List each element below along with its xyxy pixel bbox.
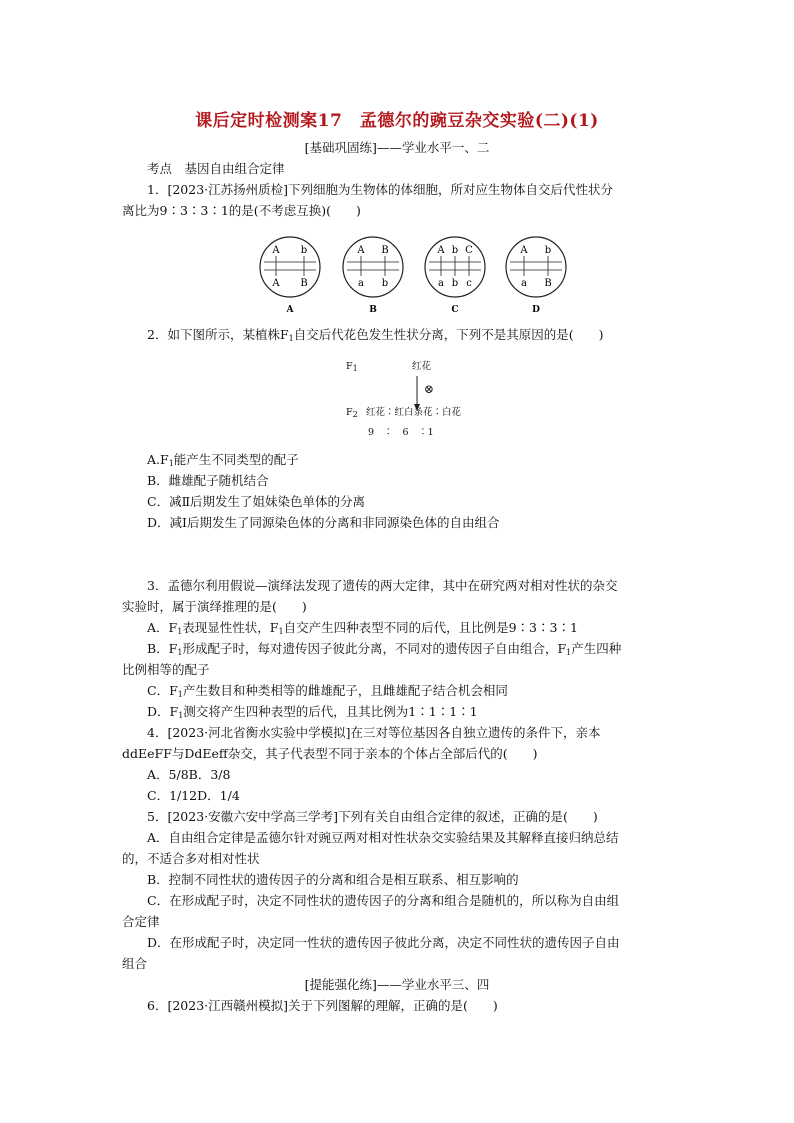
cell-a-label: A (286, 305, 294, 315)
q5-option-c-line2: 合定律 (122, 914, 160, 929)
q2-option-a-rest: 能产生不同类型的配子 (173, 452, 299, 467)
q3-option-d (147, 703, 478, 725)
q4-line2: ddEeFF与DdEeff杂交，其子代表型不同于亲本的个体占全部后代的( ) (122, 746, 538, 761)
cross-f2-label (346, 404, 358, 424)
q1-cell-figures (250, 232, 590, 316)
q3-option-b-rest: 产生四种 (571, 641, 622, 656)
q2-option-c: C．减Ⅱ后期发生了姐妹染色单体的分离 (147, 494, 366, 509)
cell-c-top-1: A (437, 245, 445, 256)
cell-d-top-1: A (520, 245, 528, 256)
q5-option-a-line1: A．自由组合定律是孟德尔针对豌豆两对相对性状杂交实验结果及其解释直接归纳总结 (147, 830, 619, 845)
q2-option-d: D．减Ⅰ后期发生了同源染色体的分离和非同源染色体的自由组合 (147, 515, 500, 530)
q3-option-b-mid: 形成配子时，每对遗传因子彼此分离，不同对的遗传因子自由组合，F (182, 641, 567, 656)
topic-label: 考点 基因自由组合定律 (147, 161, 285, 176)
cell-b-label: B (369, 305, 377, 315)
cell-c-label: C (451, 305, 459, 315)
q3-line1: 3．孟德尔利用假说—演绎法发现了遗传的两大定律，其中在研究两对相对性状的杂交 (147, 578, 618, 593)
q1-line1: 1．[2023·江苏扬州质检]下列细胞为生物体的体细胞，所对应生物体自交后代性状分 (147, 182, 613, 197)
q1-line2: 离比为9∶3∶3∶1的是(不考虑互换)( ) (122, 203, 361, 218)
cell-a-top-2: b (300, 245, 308, 256)
q3-option-b (147, 640, 621, 662)
q5-option-a-line2: 的，不适合多对相对性状 (122, 851, 260, 866)
q3-option-a-sub2: 1 (278, 627, 284, 636)
q3-option-c-rest: 产生数目和种类相等的雌雄配子，且雌雄配子结合机会相同 (182, 683, 508, 698)
cell-d (506, 237, 566, 315)
page-title: 课后定时检测案17 孟德尔的豌豆杂交实验(二)(1) (195, 111, 599, 131)
cell-c (425, 237, 485, 315)
cell-b-bottom-1: a (358, 278, 364, 289)
cell-a-top-1: A (272, 245, 280, 256)
q2-stem (147, 326, 604, 348)
q2-option-b: B．雌雄配子随机结合 (147, 473, 269, 488)
cell-c-bottom-2: b (451, 278, 459, 289)
cell-b (343, 237, 403, 315)
q3-option-c (147, 682, 508, 704)
self-cross-symbol: ⊗ (424, 382, 435, 396)
cross-f2-sub: 2 (352, 410, 358, 419)
q3-option-a-sub1: 1 (177, 627, 183, 636)
q3-option-a-rest: 自交产生四种表型不同的后代，且比例是9∶3∶3∶1 (283, 620, 578, 635)
q2-cross-diagram (340, 356, 490, 442)
cell-b-bottom-2: b (381, 278, 389, 289)
q2-stem-sub: 1 (288, 334, 294, 343)
section-heading-advanced: [提能强化练]——学业水平三、四 (304, 977, 490, 992)
q4-options-cd: C．1/12D．1/4 (147, 788, 240, 803)
q5-option-d-line2: 组合 (122, 956, 148, 971)
q2-stem-rest: 自交后代花色发生性状分离，下列不是其原因的是( ) (293, 327, 604, 342)
cell-b-top-1: A (357, 245, 365, 256)
cell-c-bottom-1: a (438, 278, 444, 289)
cell-d-top-2: b (544, 245, 552, 256)
cross-f2-text: F (346, 407, 353, 418)
q3-option-b-line2: 比例相等的配子 (122, 662, 210, 677)
q3-option-d-sub: 1 (178, 711, 184, 720)
cell-c-bottom-3: c (466, 278, 472, 289)
q3-option-d-rest: 测交将产生四种表型的后代，且其比例为1∶1∶1∶1 (183, 704, 478, 719)
cross-f1-label (346, 358, 358, 378)
q5-line1: 5．[2023·安徽六安中学高三学考]下列有关自由组合定律的叙述，正确的是( ) (147, 809, 598, 824)
q3-option-a (147, 619, 578, 641)
cross-offspring: 红花∶红白条花∶白花 (366, 407, 462, 418)
q6-line1: 6．[2023·江西赣州模拟]关于下列图解的理解，正确的是( ) (147, 998, 498, 1013)
cell-c-top-2: b (451, 245, 459, 256)
q5-option-d-line1: D．在形成配子时，决定同一性状的遗传因子彼此分离，决定不同性状的遗传因子自由 (147, 935, 620, 950)
q3-option-a-pre: A．F (147, 620, 178, 635)
cell-c-top-3: C (465, 245, 473, 256)
q2-option-a (147, 451, 299, 473)
q3-option-c-pre: C．F (147, 683, 178, 698)
cell-d-bottom-1: a (521, 278, 527, 289)
q3-option-c-sub: 1 (177, 690, 183, 699)
cell-a-bottom-1: A (272, 278, 280, 289)
q4-line1: 4．[2023·河北省衡水实验中学模拟]在三对等位基因各自独立遗传的条件下，亲本 (147, 725, 601, 740)
q4-options-ab: A．5/8B．3/8 (147, 767, 231, 782)
q2-option-a-sub: 1 (168, 459, 174, 468)
q2-option-a-pre: A.F (147, 452, 169, 467)
q3-line2: 实验时，属于演绎推理的是( ) (122, 599, 307, 614)
q5-option-c-line1: C．在形成配子时，决定不同性状的遗传因子的分离和组合是随机的，所以称为自由组 (147, 893, 620, 908)
q5-option-b: B．控制不同性状的遗传因子的分离和组合是相互联系、相互影响的 (147, 872, 519, 887)
cross-f1-text: F (346, 361, 353, 372)
q3-option-b-pre: B．F (147, 641, 178, 656)
q3-option-b-sub2: 1 (566, 648, 572, 657)
cross-parent: 红花 (412, 361, 432, 372)
cell-diagram (250, 232, 590, 316)
cell-b-top-2: B (381, 245, 389, 256)
q3-option-b-sub1: 1 (177, 648, 183, 657)
cell-d-bottom-2: B (544, 278, 552, 289)
cell-a-bottom-2: B (300, 278, 308, 289)
section-heading-basic: [基础巩固练]——学业水平一、二 (304, 140, 490, 155)
cross-ratio: 9 ∶ 6 ∶1 (368, 427, 434, 438)
cell-a (260, 237, 320, 315)
q3-option-a-mid: 表现显性性状，F (182, 620, 279, 635)
q3-option-d-pre: D．F (147, 704, 179, 719)
cross-f1-sub: 1 (352, 364, 358, 373)
cell-d-label: D (532, 305, 540, 315)
q2-stem-text: 2．如下图所示，某植株F (147, 327, 289, 342)
